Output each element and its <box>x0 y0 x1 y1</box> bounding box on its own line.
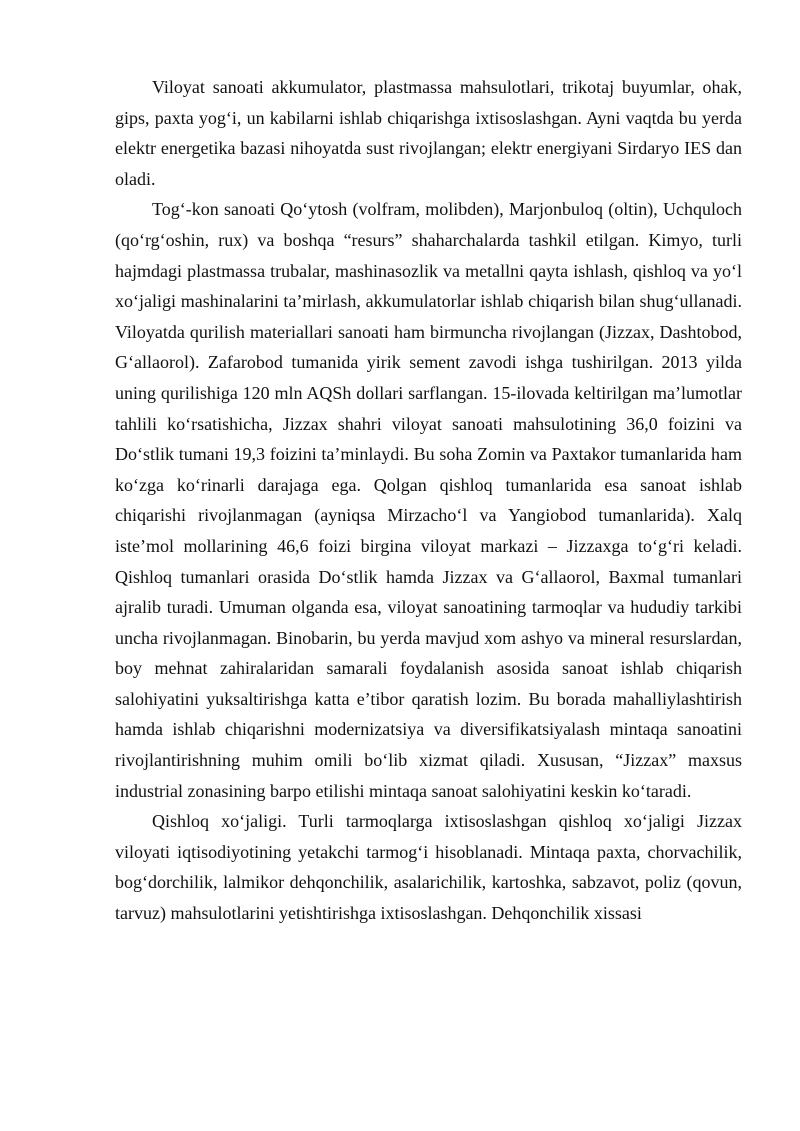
document-page <box>115 72 742 929</box>
paragraph-mining-industry: Tog‘-kon sanoati Qo‘ytosh (volfram, molibden), Marjonbuloq (oltin), Uchquloch (qo‘rg‘oshin, rux) va boshqa “resurs” shaharchalarda tashkil etilgan. Kimyo, turli hajmdagi plastmassa trubalar, mashinasozlik va metallni qayta ishlash, qishloq va yo‘l xo‘jaligi mashinalarini ta’mirlash, akkumulatorlar ishlab chiqarish bilan shug‘ullanadi. Viloyatda qurilish materiallari sanoati ham birmuncha rivojlangan (Jizzax, Dashtobod, G‘allaorol). Zafarobod tumanida yirik sement zavodi ishga tushirilgan. 2013 yilda uning qurilishiga 120 mln AQSh dollari sarflangan. 15-ilovada keltirilgan ma’lumotlar tahlili ko‘rsatishicha, Jizzax shahri viloyat sanoati mahsulotining 36,0 foizini va Do‘stlik tumani 19,3 foizini ta’minlaydi. Bu soha Zomin va Paxtakor tumanlarida ham ko‘zga ko‘rinarli darajaga ega. Qolgan qishloq tumanlarida esa sanoat ishlab chiqarishi rivojlanmagan (ayniqsa Mirzacho‘l va Yangiobod tumanlarida). Xalq iste’mol mollarining 46,6 foizi birgina viloyat markazi – Jizzaxga to‘g‘ri keladi. Qishloq tumanlari orasida Do‘stlik hamda Jizzax va G‘allaorol, Baxmal tumanlari ajralib turadi. Umuman olganda esa, viloyat sanoatining tarmoqlar va hududiy tarkibi uncha rivojlanmagan. Binobarin, bu yerda mavjud xom ashyo va mineral resurslardan, boy mehnat zahiralaridan samarali foydalanish asosida sanoat ishlab chiqarish salohiyatini yuksaltirishga katta e’tibor qaratish lozim. Bu borada mahalliylashtirish hamda ishlab chiqarishni modernizatsiya va diversifikatsiyalash mintaqa sanoatini rivojlantirishning muhim omili bo‘lib xizmat qiladi. Xususan, “Jizzax” maxsus industrial zonasining barpo etilishi mintaqa sanoat salohiyatini keskin ko‘taradi. <box>115 199 742 801</box>
paragraph-agriculture: Qishloq xo‘jaligi. Turli tarmoqlarga ixtisoslashgan qishloq xo‘jaligi Jizzax viloyati iqtisodiyotining yetakchi tarmog‘i hisoblanadi. Mintaqa paxta, chorvachilik, bog‘dorchilik, lalmikor dehqonchilik, asalarichilik, kartoshka, sabzavot, poliz (qovun, tarvuz) mahsulotlarini yetishtirishga ixtisoslashgan. Dehqonchilik xissasi <box>115 811 742 924</box>
paragraph-industry-specialization: Viloyat sanoati akkumulator, plastmassa mahsulotlari, trikotaj buyumlar, ohak, gips, paxta yog‘i, un kabilarni ishlab chiqarishga ixtisoslashgan. Ayni vaqtda bu yerda elektr energetika bazasi nihoyatda sust rivojlangan; elektr energiyani Sirdaryo IES dan oladi. <box>115 77 742 189</box>
